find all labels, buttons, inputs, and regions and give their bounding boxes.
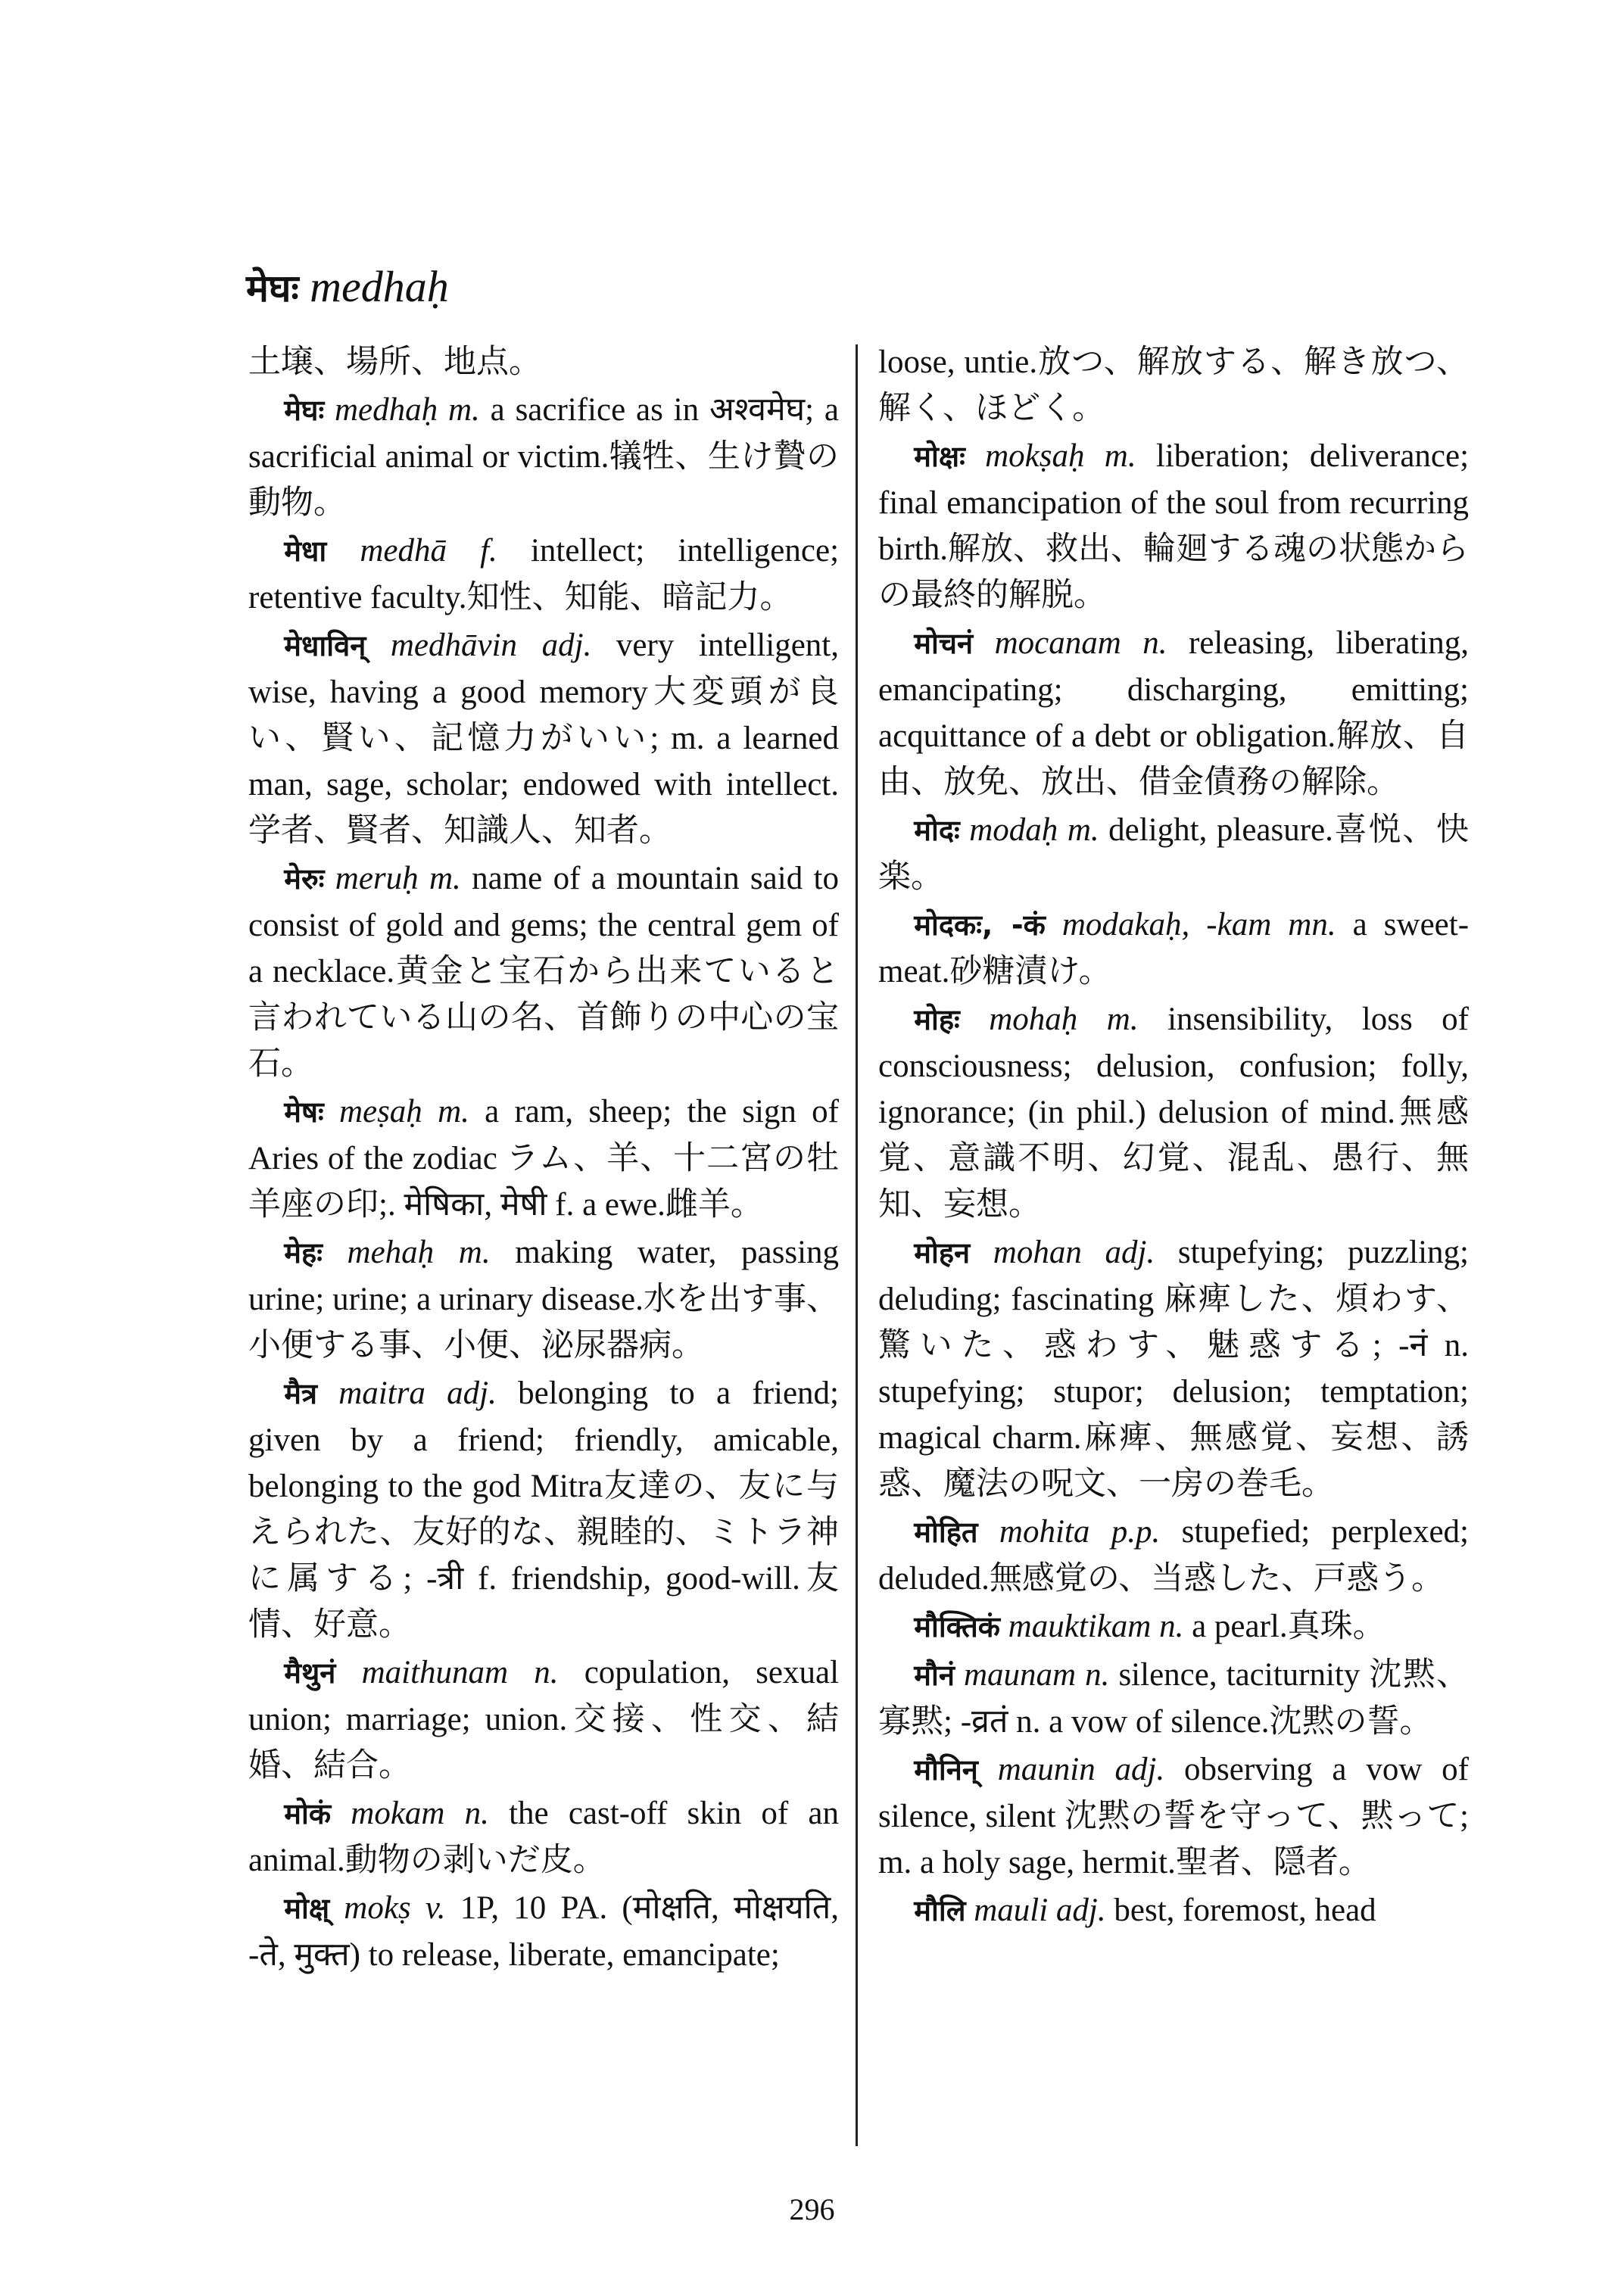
entry-transliteration: mokṣ v. bbox=[344, 1890, 446, 1926]
entry-headword: मेरुः bbox=[284, 862, 325, 896]
header-latin: medhaḥ bbox=[310, 262, 449, 311]
dictionary-entry bbox=[248, 1650, 839, 1789]
dictionary-entry bbox=[248, 339, 839, 385]
entry-definition: belonging to a friend; given by a friend; friendly, amicable, belonging to the god Mitra友達の、友に与えられた、友好的な、親睦的、ミトラ神に属する; -त्री f. friendship, good-will.友情、好意。 bbox=[248, 1375, 839, 1643]
entry-transliteration: mokam n. bbox=[351, 1796, 489, 1831]
entry-headword: मौनं bbox=[914, 1659, 955, 1692]
entry-headword: मेधा bbox=[284, 534, 327, 568]
dictionary-entry bbox=[248, 855, 839, 1087]
entry-definition: a pearl.真珠。 bbox=[1192, 1609, 1386, 1644]
entry-transliteration: mauli adj. bbox=[974, 1893, 1106, 1928]
entry-headword: मौक्तिकं bbox=[914, 1610, 1000, 1643]
entry-transliteration: maithunam n. bbox=[361, 1655, 559, 1690]
dictionary-entry bbox=[878, 1229, 1469, 1507]
page-header bbox=[246, 261, 449, 313]
entry-headword: मोहित bbox=[914, 1516, 978, 1549]
dictionary-entry bbox=[878, 902, 1469, 995]
entry-transliteration: mohan adj. bbox=[993, 1235, 1155, 1270]
entry-transliteration: mokṣaḥ m. bbox=[985, 438, 1136, 474]
dictionary-entry bbox=[248, 1790, 839, 1883]
entry-definition: silence, taciturnity 沈黙、寡黙; -व्रतं n. a vow of silence.沈黙の誓。 bbox=[878, 1657, 1469, 1740]
entry-headword: मेघः bbox=[284, 394, 325, 427]
entry-definition: delight, pleasure.喜悦、快楽。 bbox=[878, 812, 1470, 895]
entry-definition: 1P, 10 PA. (मोक्षति, मोक्षयति, -ते, मुक्त) to release, liberate, emancipate; bbox=[248, 1890, 839, 1973]
entry-headword: मोदकः, -कं bbox=[914, 908, 1046, 942]
entry-definition: very intelligent, wise, having a good memory大変頭が良い、賢い、記憶力がいい; m. a learned man, sage, scholar; endowed with intellect.学者、賢者、知識人、知者。 bbox=[248, 628, 839, 849]
dictionary-entry bbox=[878, 433, 1469, 618]
right-column bbox=[878, 339, 1469, 1936]
entry-headword: मेधाविन् bbox=[284, 629, 366, 662]
dictionary-entry bbox=[878, 1652, 1469, 1745]
entry-definition: name of a mountain said to consist of gold and gems; the central gem of a necklace.黄金と宝石から出来ていると言われている山の名、首飾りの中心の宝石。 bbox=[248, 861, 839, 1082]
header-devanagari: मेघः bbox=[246, 266, 299, 310]
entry-headword: मोहन bbox=[914, 1236, 971, 1270]
entry-transliteration: meṣaḥ m. bbox=[338, 1094, 469, 1129]
entry-transliteration: maunam n. bbox=[964, 1657, 1110, 1693]
entry-definition: a sweet-meat.砂糖漬け。 bbox=[878, 907, 1470, 989]
entry-transliteration: medhāvin adj. bbox=[390, 628, 592, 663]
dictionary-entry bbox=[248, 528, 839, 621]
entry-definition: liberation; deliverance; final emancipation of the soul from recurring birth.解放、救出、輪廻する魂の状態からの最終的解脱。 bbox=[878, 438, 1470, 613]
entry-definition: stupefying; puzzling; deluding; fascinating 麻痺した、煩わす、驚いた、惑わす、魅惑する; -नं n. stupefying; stupor; delusion; temptation; magical charm.麻痺、無感覚、妄想、誘惑、魔法の呪文、一房の巻毛。 bbox=[878, 1235, 1470, 1502]
entry-definition: insensibility, loss of consciousness; delusion, confusion; folly, ignorance; (in phil.) delusion of mind.無感覚、意識不明、幻覚、混乱、愚行、無知、妄想。 bbox=[878, 1002, 1469, 1223]
entry-transliteration: mohita p.p. bbox=[999, 1514, 1161, 1550]
dictionary-entry bbox=[248, 1229, 839, 1369]
entry-definition: 土壌、場所、地点。 bbox=[248, 344, 541, 380]
entry-transliteration: maunin adj. bbox=[997, 1752, 1165, 1787]
entry-headword: मौनिन् bbox=[914, 1753, 978, 1787]
left-column bbox=[248, 339, 839, 1980]
entry-definition: observing a vow of silence, silent 沈黙の誓を守って、黙って; m. a holy sage, hermit.聖者、隠者。 bbox=[878, 1752, 1470, 1880]
entry-transliteration: medhaḥ m. bbox=[335, 392, 480, 428]
entry-definition: intellect; intelligence; retentive faculty.知性、知能、暗記力。 bbox=[248, 533, 840, 615]
dictionary-entry bbox=[878, 339, 1469, 431]
dictionary-entry bbox=[248, 1089, 839, 1228]
entry-headword: मेहः bbox=[284, 1236, 323, 1270]
entry-transliteration: mocanam n. bbox=[994, 625, 1167, 661]
page-number: 296 bbox=[789, 2192, 835, 2226]
entry-headword: मैथुनं bbox=[284, 1656, 336, 1690]
entry-definition: copulation, sexual union; marriage; union.交接、性交、結婚、結合。 bbox=[248, 1655, 840, 1784]
dictionary-entry bbox=[248, 387, 839, 526]
dictionary-entry bbox=[878, 620, 1469, 805]
entry-definition: releasing, liberating, emancipating; discharging, emitting; acquittance of a debt or obligation.解放、自由、放免、放出、借金債務の解除。 bbox=[878, 625, 1470, 800]
entry-headword: मोहः bbox=[914, 1003, 960, 1036]
entry-headword: मौलि bbox=[914, 1894, 966, 1927]
entry-transliteration: mohaḥ m. bbox=[989, 1002, 1139, 1037]
entry-transliteration: medhā f. bbox=[360, 533, 497, 569]
entry-headword: मोदः bbox=[914, 814, 960, 847]
dictionary-entry bbox=[878, 1746, 1469, 1886]
entry-definition: a sacrifice as in अश्वमेघ; a sacrificial animal or victim.犠牲、生け贄の動物。 bbox=[248, 392, 840, 521]
entry-definition: the cast-off skin of an animal.動物の剥いだ皮。 bbox=[248, 1796, 840, 1878]
entry-transliteration: mehaḥ m. bbox=[347, 1235, 491, 1270]
entry-definition: loose, untie.放つ、解放する、解き放つ、解く、ほどく。 bbox=[878, 344, 1469, 426]
column-divider bbox=[856, 344, 858, 2146]
dictionary-entry bbox=[878, 807, 1469, 900]
dictionary-entry bbox=[878, 1509, 1469, 1602]
entry-definition: stupefied; perplexed; deluded.無感覚の、当惑した、戸惑う。 bbox=[878, 1514, 1470, 1597]
entry-headword: मोक्षः bbox=[914, 440, 965, 473]
entry-transliteration: modakaḥ, -kam mn. bbox=[1061, 907, 1336, 942]
dictionary-entry bbox=[248, 1370, 839, 1648]
entry-transliteration: mauktikam n. bbox=[1008, 1609, 1184, 1644]
entry-headword: मोकं bbox=[284, 1797, 332, 1830]
dictionary-entry bbox=[878, 1603, 1469, 1650]
entry-transliteration: maitra adj. bbox=[338, 1375, 497, 1411]
entry-definition: a ram, sheep; the sign of Aries of the zodiac ラム、羊、十二宮の牡羊座の印;. मेषिका, मेषी f. a ewe.雌羊。 bbox=[248, 1094, 840, 1223]
dictionary-entry bbox=[248, 622, 839, 854]
entry-transliteration: modaḥ m. bbox=[969, 812, 1099, 848]
entry-headword: मोचनं bbox=[914, 627, 974, 660]
dictionary-entry bbox=[878, 1887, 1469, 1934]
entry-headword: मैत्र bbox=[284, 1377, 317, 1410]
entry-definition: best, foremost, head bbox=[1114, 1893, 1376, 1928]
dictionary-entry bbox=[878, 996, 1469, 1228]
entry-headword: मोक्ष् bbox=[284, 1892, 330, 1925]
entry-definition: making water, passing urine; urine; a urinary disease.水を出す事、小便する事、小便、泌尿器病。 bbox=[248, 1235, 840, 1363]
dictionary-entry bbox=[248, 1885, 839, 1978]
entry-transliteration: meruḥ m. bbox=[335, 861, 461, 896]
entry-headword: मेषः bbox=[284, 1095, 324, 1129]
